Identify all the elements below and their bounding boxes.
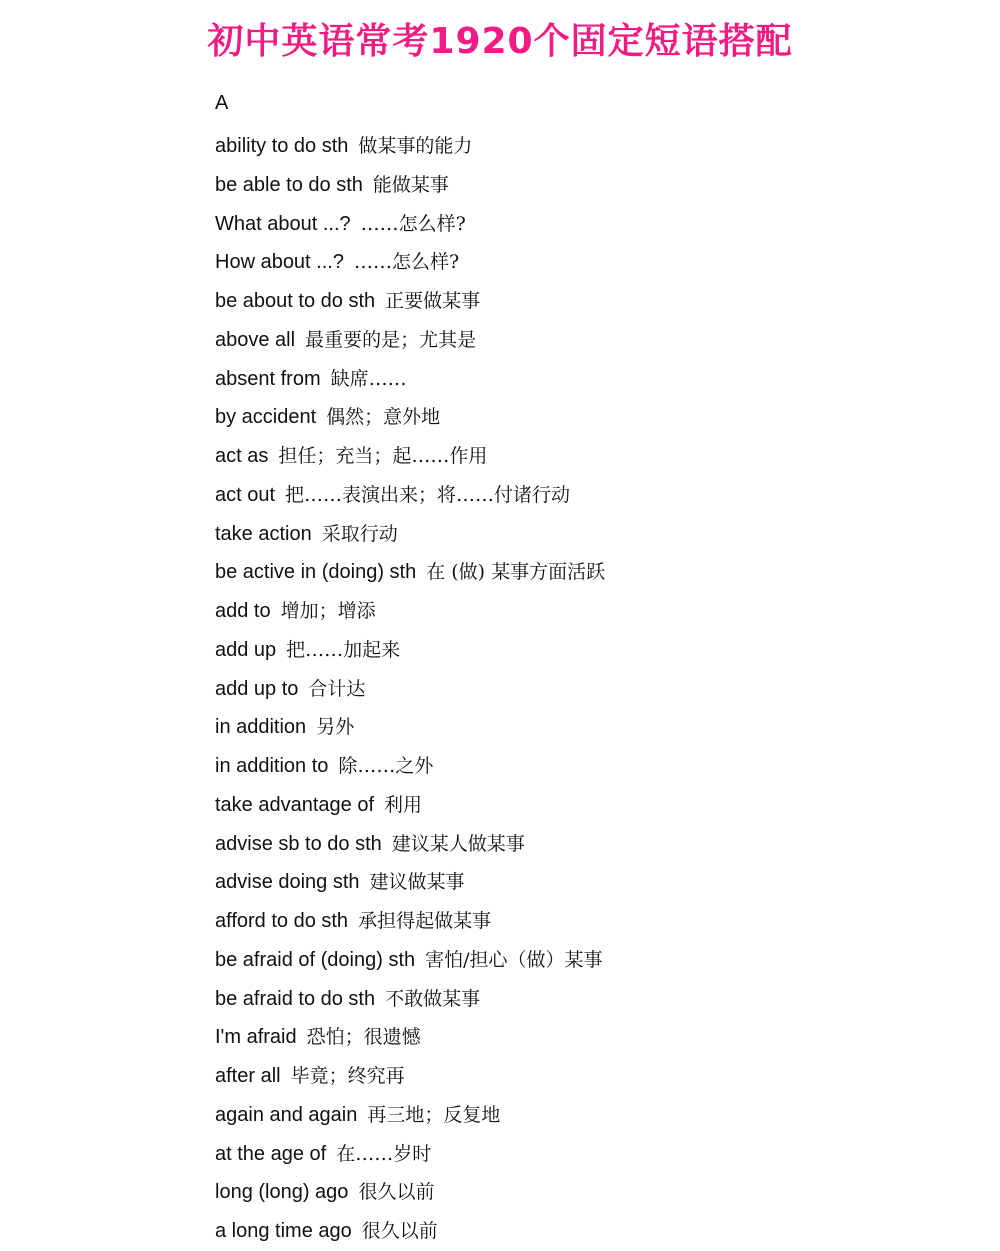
phrase-chinese: 最重要的是；尤其是	[305, 328, 477, 351]
phrase-row	[215, 979, 605, 1018]
phrase-chinese: 正要做某事	[385, 290, 481, 312]
phrase-row	[215, 320, 605, 359]
phrase-english: in addition	[215, 716, 307, 739]
phrase-english: afford to do sth	[215, 910, 349, 932]
phrase-chinese: 把……表演出来；将……付诸行动	[285, 483, 571, 506]
page-title: 初中英语常考1920个固定短语搭配	[207, 21, 793, 62]
phrase-chinese: 不敢做某事	[385, 987, 481, 1010]
phrase-row	[215, 1211, 605, 1250]
phrase-chinese: 能做某事	[372, 173, 449, 196]
phrase-row	[215, 397, 605, 436]
phrase-english: add up	[215, 638, 277, 661]
phrase-english: I'm afraid	[215, 1026, 297, 1049]
phrase-chinese: 害怕/担心（做）某事	[425, 948, 603, 971]
phrase-chinese: 缺席……	[330, 367, 407, 390]
phrase-english: What about ...?	[215, 212, 351, 235]
phrase-english: be able to do sth	[215, 173, 363, 196]
phrase-row	[215, 940, 605, 979]
phrase-chinese: 恐怕；很遗憾	[306, 1026, 421, 1049]
phrase-chinese: 很久以前	[361, 1220, 438, 1242]
phrase-row	[215, 1056, 605, 1095]
phrase-row	[215, 746, 605, 785]
phrase-row	[215, 862, 605, 901]
phrase-row	[215, 630, 605, 669]
phrase-english: add up to	[215, 677, 299, 700]
phrase-english: take advantage of	[215, 793, 375, 816]
phrase-row	[215, 785, 605, 824]
phrase-chinese: 做某事的能力	[358, 135, 473, 157]
phrase-chinese: 再三地；反复地	[367, 1103, 501, 1126]
phrase-english: ability to do sth	[215, 135, 349, 157]
phrase-row	[215, 165, 605, 204]
phrase-chinese: 建议做某事	[369, 871, 465, 894]
phrase-english: act as	[215, 445, 269, 467]
phrase-row	[215, 707, 605, 746]
phrase-chinese: ……怎么样?	[360, 212, 466, 235]
phrase-chinese: 利用	[384, 793, 423, 816]
phrase-chinese: ……怎么样?	[353, 251, 460, 274]
phrase-english: at the age of	[215, 1142, 327, 1165]
phrase-english: a long time ago	[215, 1220, 352, 1242]
phrase-english: absent from	[215, 367, 321, 390]
phrase-row	[215, 436, 605, 475]
section-letter: A	[215, 92, 229, 114]
phrase-chinese: 在……岁时	[336, 1142, 432, 1165]
phrase-row	[215, 901, 605, 940]
phrase-english: advise sb to do sth	[215, 832, 382, 855]
phrase-english: by accident	[215, 406, 317, 429]
phrase-chinese: 除……之外	[338, 755, 434, 777]
phrase-chinese: 把……加起来	[286, 638, 401, 661]
section-a	[215, 88, 605, 1250]
phrase-english: be about to do sth	[215, 290, 376, 312]
phrase-row	[215, 1172, 605, 1211]
phrase-english: be afraid of (doing) sth	[215, 948, 416, 971]
phrase-row	[215, 1134, 605, 1173]
phrase-english: be active in (doing) sth	[215, 561, 417, 584]
phrase-list	[215, 126, 605, 1250]
phrase-row	[215, 1095, 605, 1134]
phrase-chinese: 合计达	[308, 677, 366, 700]
phrase-english: act out	[215, 483, 276, 506]
phrase-chinese: 承担得起做某事	[358, 910, 492, 932]
phrase-english: How about ...?	[215, 251, 344, 274]
phrase-row	[215, 281, 605, 320]
phrase-chinese: 建议某人做某事	[391, 832, 525, 855]
phrase-english: long (long) ago	[215, 1181, 349, 1204]
phrase-row	[215, 1017, 605, 1056]
phrase-row	[215, 514, 605, 553]
phrase-chinese: 很久以前	[358, 1181, 435, 1204]
phrase-row	[215, 359, 605, 398]
phrase-chinese: 另外	[316, 716, 355, 739]
phrase-chinese: 增加；增添	[280, 600, 376, 622]
phrase-row	[215, 204, 605, 243]
phrase-english: in addition to	[215, 755, 329, 777]
phrase-english: take action	[215, 522, 312, 545]
phrase-row	[215, 669, 605, 708]
phrase-english: after all	[215, 1065, 281, 1087]
phrase-english: be afraid to do sth	[215, 987, 376, 1010]
phrase-row	[215, 552, 605, 591]
phrase-english: again and again	[215, 1103, 358, 1126]
phrase-english: above all	[215, 328, 296, 351]
phrase-row	[215, 824, 605, 863]
phrase-english: advise doing sth	[215, 871, 360, 894]
phrase-chinese: 采取行动	[321, 522, 398, 545]
phrase-row	[215, 126, 605, 165]
phrase-row	[215, 242, 605, 281]
phrase-english: add to	[215, 600, 271, 622]
phrase-row	[215, 475, 605, 514]
phrase-chinese: 担任；充当；起……作用	[278, 445, 488, 467]
phrase-chinese: 在 (做) 某事方面活跃	[426, 561, 606, 584]
phrase-row	[215, 591, 605, 630]
phrase-chinese: 毕竟；终究再	[290, 1065, 405, 1087]
phrase-chinese: 偶然；意外地	[326, 406, 441, 429]
